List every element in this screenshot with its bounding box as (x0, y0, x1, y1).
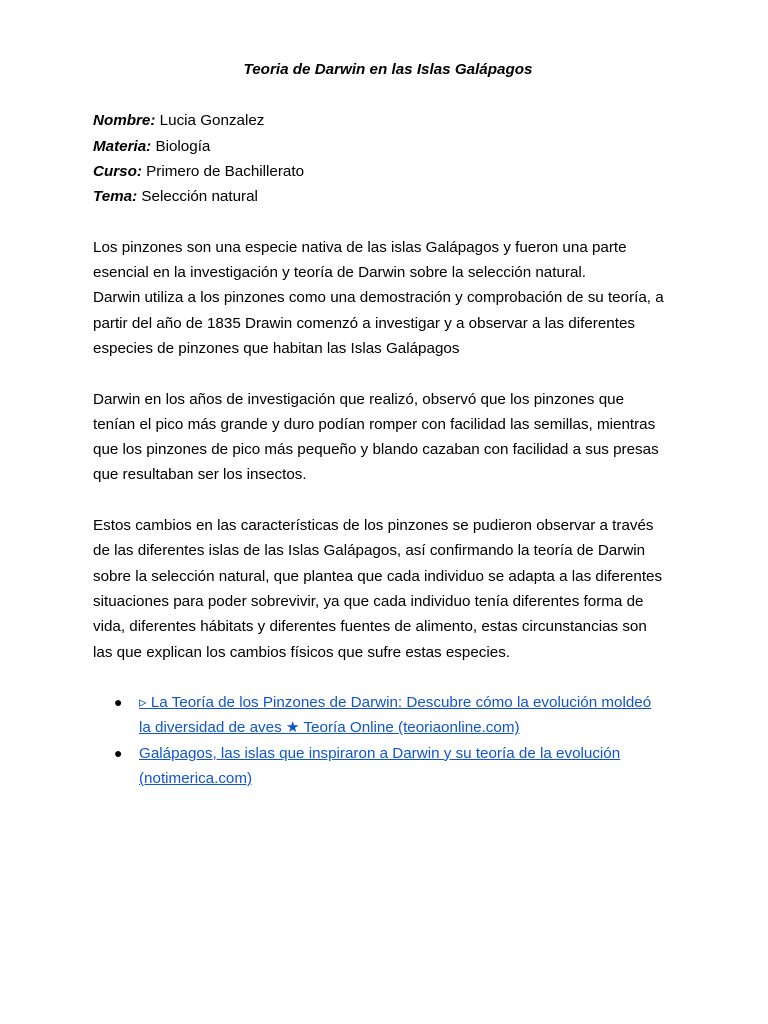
meta-value: Lucia Gonzalez (155, 112, 265, 130)
spacer (93, 209, 683, 234)
text-line: Darwin utiliza a los pinzones como una demostración y comprobación de su teoría, a (93, 289, 664, 307)
meta-value: Selección natural (137, 188, 258, 206)
meta-value: Biología (151, 137, 211, 155)
text-line: vida, diferentes hábitats y diferentes fuentes de alimento, estas circunstancias son (93, 618, 647, 636)
reference-item (93, 741, 683, 792)
text-line: Estos cambios en las características de los pinzones se pudieron observar a través (93, 517, 654, 535)
paragraph-cambios (93, 513, 683, 665)
link-line: (notimerica.com) (139, 770, 253, 788)
meta-nombre (93, 108, 683, 133)
text-line: las que explican los cambios físicos que sufre estas especies. (93, 643, 511, 661)
link-notimerica[interactable] (139, 741, 683, 792)
paragraph-investigacion (93, 387, 683, 488)
spacer (93, 83, 683, 108)
reference-list (93, 690, 683, 791)
meta-curso (93, 159, 683, 184)
meta-value: Primero de Bachillerato (141, 162, 305, 180)
text-line: tenían el pico más grande y duro podían romper con facilidad las semillas, mientras (93, 415, 656, 433)
text-line: sobre la selección natural, que plantea que cada individuo se adapta a las diferentes (93, 567, 663, 585)
document-content (93, 56, 683, 791)
text-line: partir del año de 1835 Drawin comenzó a investigar y a observar a las diferentes (93, 314, 635, 332)
text-line: de las diferentes islas de las Islas Galápagos, así confirmando la teoría de Darwin (93, 542, 646, 560)
reference-item (93, 690, 683, 741)
text-line: que los pinzones de pico más pequeño y blando cazaban con facilidad a sus presas (93, 441, 659, 459)
meta-block (93, 108, 683, 209)
document-title: Teoria de Darwin en las Islas Galápagos (243, 61, 533, 78)
text-line: que resultaban ser los insectos. (93, 466, 307, 484)
link-line: Galápagos, las islas que inspiraron a Darwin y su teoría de la evolución (139, 744, 621, 762)
meta-key: Nombre: (93, 112, 156, 130)
meta-key: Tema: (93, 188, 138, 206)
meta-tema (93, 184, 683, 209)
bullet-icon: ● (114, 694, 123, 711)
text-line: Los pinzones son una especie nativa de las islas Galápagos y fueron una parte (93, 238, 627, 256)
text-line: situaciones para poder sobrevivir, ya que cada individuo tenía diferentes forma de (93, 592, 644, 610)
spacer (93, 665, 683, 690)
text-line: esencial en la investigación y teoría de Darwin sobre la selección natural. (93, 264, 587, 282)
link-teoriaonline[interactable] (139, 690, 683, 741)
meta-materia (93, 134, 683, 159)
link-line: la diversidad de aves ★ Teoría Online (teoriaonline.com) (139, 719, 520, 737)
spacer (93, 488, 683, 513)
text-line: Darwin en los años de investigación que realizó, observó que los pinzones que (93, 390, 625, 408)
spacer (93, 361, 683, 386)
bullet-icon: ● (114, 744, 123, 761)
link-line: ▹ La Teoría de los Pinzones de Darwin: Descubre cómo la evolución moldeó (139, 694, 652, 712)
text-line: especies de pinzones que habitan las Islas Galápagos (93, 339, 460, 357)
meta-key: Materia: (93, 137, 152, 155)
meta-key: Curso: (93, 162, 142, 180)
paragraph-pinzones (93, 235, 683, 361)
